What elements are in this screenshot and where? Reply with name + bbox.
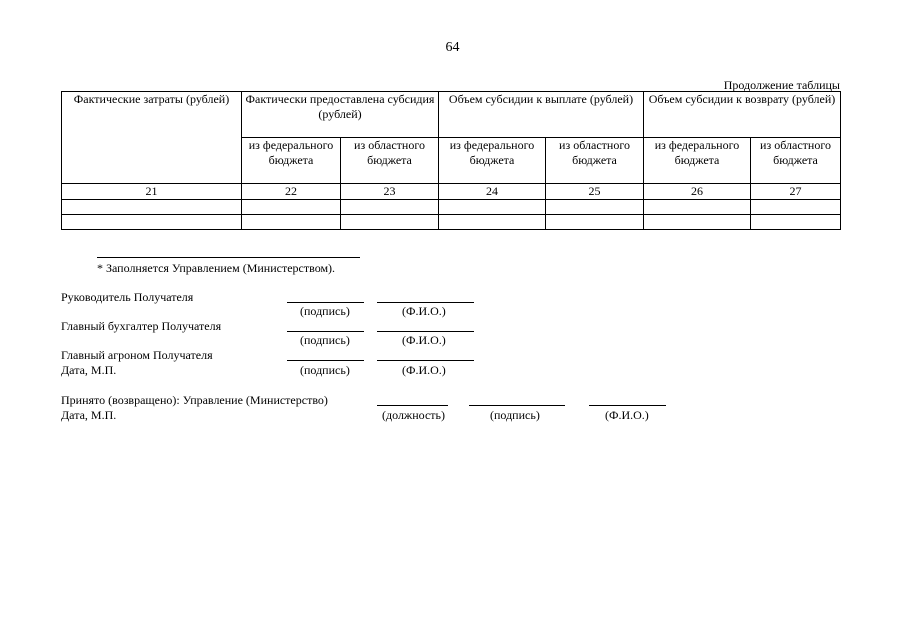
table-cell[interactable] [644,215,751,230]
header-actual-costs: Фактические затраты (рублей) [62,92,242,184]
subsidy-table [61,91,841,230]
signature-line[interactable] [287,360,364,361]
signature-line[interactable] [287,331,364,332]
fio-caption: (Ф.И.О.) [402,333,446,347]
signature-caption: (подпись) [300,333,350,347]
table-cell[interactable] [341,200,439,215]
footnote-divider [97,257,360,258]
table-cell[interactable] [644,200,751,215]
subheader-federal: из федерального бюджета [439,138,546,184]
date-mp-label: Дата, М.П. [61,408,117,422]
table-cell[interactable] [439,200,546,215]
table-row [62,215,841,230]
head-of-recipient-label: Руководитель Получателя [61,290,194,304]
subheader-regional: из областного бюджета [546,138,644,184]
table-cell[interactable] [439,215,546,230]
signature-caption: (подпись) [490,408,540,422]
table-cell[interactable] [341,215,439,230]
table-cell[interactable] [62,215,242,230]
table-cell[interactable] [546,200,644,215]
date-mp-label: Дата, М.П. [61,363,117,377]
chief-accountant-label: Главный бухгалтер Получателя [61,319,222,333]
column-number: 21 [62,184,242,200]
fio-caption: (Ф.И.О.) [402,363,446,377]
table-cell[interactable] [62,200,242,215]
subheader-federal: из федерального бюджета [644,138,751,184]
fio-line[interactable] [377,302,474,303]
table-continuation-label: Продолжение таблицы [723,78,840,92]
subheader-regional: из областного бюджета [751,138,841,184]
signature-line[interactable] [469,405,565,406]
header-subsidy-refund: Объем субсидии к возврату (рублей) [644,92,841,138]
position-caption: (должность) [382,408,445,422]
column-number: 25 [546,184,644,200]
table-cell[interactable] [751,200,841,215]
page-number: 64 [445,40,460,55]
column-number: 26 [644,184,751,200]
position-line[interactable] [377,405,448,406]
fio-line[interactable] [589,405,666,406]
table-cell[interactable] [546,215,644,230]
subheader-federal: из федерального бюджета [242,138,341,184]
signature-caption: (подпись) [300,363,350,377]
header-subsidy-provided: Фактически предоставлена субсидия (рублей) [242,92,439,138]
fio-line[interactable] [377,331,474,332]
column-number: 27 [751,184,841,200]
footnote: * Заполняется Управлением (Министерством). [97,261,336,275]
signature-line[interactable] [287,302,364,303]
column-number: 22 [242,184,341,200]
header-subsidy-payout: Объем субсидии к выплате (рублей) [439,92,644,138]
chief-agronomist-label: Главный агроном Получателя [61,348,213,362]
accepted-label: Принято (возвращено): Управление (Министерство) [61,393,328,407]
subheader-regional: из областного бюджета [341,138,439,184]
column-number: 23 [341,184,439,200]
signature-caption: (подпись) [300,304,350,318]
table-cell[interactable] [242,200,341,215]
fio-caption: (Ф.И.О.) [402,304,446,318]
fio-line[interactable] [377,360,474,361]
column-number: 24 [439,184,546,200]
table-cell[interactable] [751,215,841,230]
table-row [62,200,841,215]
fio-caption: (Ф.И.О.) [605,408,649,422]
table-cell[interactable] [242,215,341,230]
